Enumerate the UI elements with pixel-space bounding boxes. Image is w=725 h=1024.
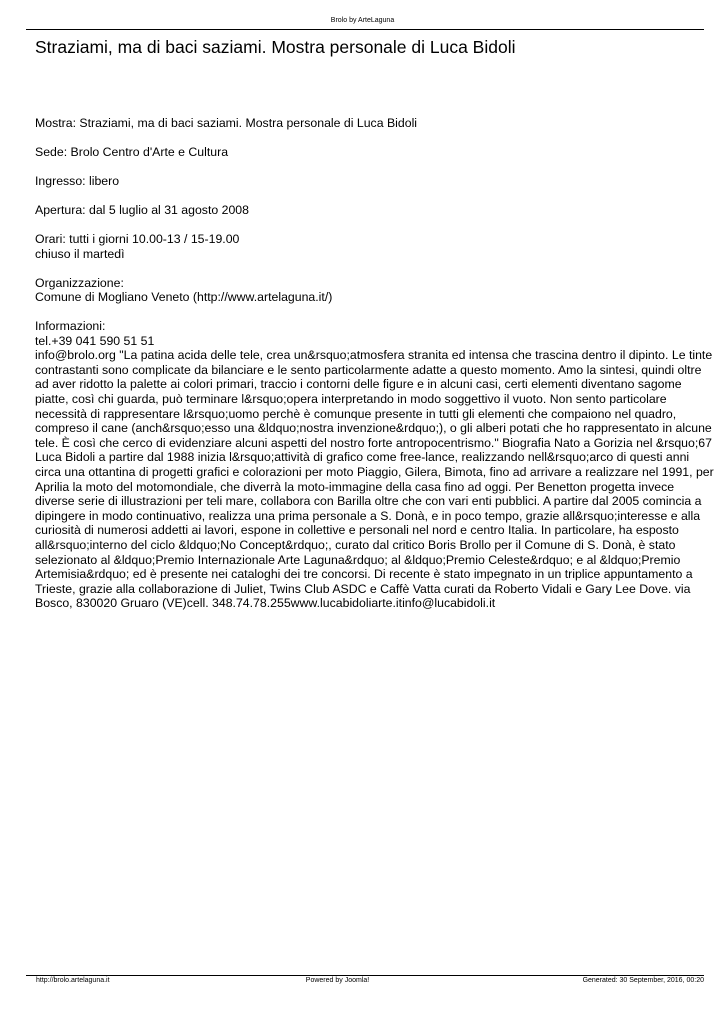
field-apertura: Apertura: dal 5 luglio al 31 agosto 2008	[35, 202, 249, 217]
info-text: info@brolo.org "La patina acida delle tele, crea un&rsquo;atmosfera stranita ed intensa che trascina dentro il dipinto. Le tinte contrastanti sono complicate da bilanciare e le sento particolarmente adatte a questo momento. Amo la sintesi, quindi oltre ad aver ridotto la palette ai colori primari, traccio i contorni delle figure e in alcuni casi, certi elementi diventano sagome piatte, così chi guarda, può terminare l&rsquo;opera interpretando in modo soggettivo il vuoto. Non sento particolare necessità di rappresentare l&rsquo;uomo perchè è comunque presente in tutti gli elementi che compaiono nel quadro, compreso il cane (anch&rsquo;esso una &ldquo;nostra invenzione&rdquo;), o gli alberi potati che ho rappresentato in alcune tele. È così che cerco di evidenziare alcuni aspetti del nostro forte antropocentrismo." Biografia Nato a Gorizia nel &rsquo;67 Luca Bidoli a partire dal 1988 inizia l&rsquo;attività di grafico come free-lance, realizzando nell&rsquo;arco di questi anni circa una ottantina di progetti grafici e colorazioni per moto Piaggio, Gilera, Bimota, fino ad arrivare a realizzare nel 1991, per Aprilia la moto del motomondiale, che diverrà la moto-immagine della casa fino ad oggi. Per Benetton progetta invece diverse serie di illustrazioni per teli mare, collabora con Barilla oltre che con vari enti pubblici. A partire dal 2005 comincia a dipingere in modo continuativo, realizza una prima personale a S. Donà, e in poco tempo, grazie all&rsquo;interesse e alla curiosità di numerosi addetti ai lavori, espone in collettive e personali nel nord e centro Italia. In particolare, ha esposto all&rsquo;interno del ciclo &ldquo;No Concept&rdquo;, curato dal critico Boris Brollo per il Comune di S. Donà, è stato selezionato al &ldquo;Premio Internazionale Arte Laguna&rdquo; al &ldquo;Premio Celeste&rdquo; e al &ldquo;Premio Artemisia&rdquo; ed è presente nei cataloghi dei tre concorsi. Di recente è stato impegnato in un triplice appuntamento a Trieste, grazie alla collaborazione di Juliet, Twins Club ASDC e Caffè Vatta curati da Roberto Vidali e Gary Lee Dove. via Bosco, 830020 Gruaro (VE)cell. 348.74.78.255www.lucabidoliarte.itinfo@lucabidoli.it	[35, 348, 714, 611]
page-title: Straziami, ma di baci saziami. Mostra personale di Luca Bidoli	[35, 37, 516, 57]
info-heading: Informazioni:	[35, 319, 106, 334]
footer-url: http://brolo.artelaguna.it	[36, 977, 110, 984]
footer-divider	[26, 975, 704, 976]
footer-powered-by: Powered by Joomla!	[305, 977, 370, 984]
info-tel: tel.+39 041 590 51 51	[35, 333, 155, 348]
header-divider	[26, 29, 704, 30]
field-sede: Sede: Brolo Centro d'Arte e Cultura	[35, 144, 229, 159]
info-section	[35, 319, 715, 611]
field-mostra: Mostra: Straziami, ma di baci saziami. Mostra personale di Luca Bidoli	[35, 116, 418, 130]
article-body	[35, 116, 715, 611]
site-header: Brolo by ArteLaguna	[330, 17, 395, 24]
footer-generated: Generated: 30 September, 2016, 00:20	[582, 977, 704, 984]
field-ingresso: Ingresso: libero	[35, 173, 120, 188]
field-orari: Orari: tutti i giorni 10.00-13 / 15-19.00 chiuso il martedì	[35, 231, 240, 261]
field-organizzazione: Organizzazione: Comune di Mogliano Veneto (http://www.artelaguna.it/)	[35, 275, 333, 305]
